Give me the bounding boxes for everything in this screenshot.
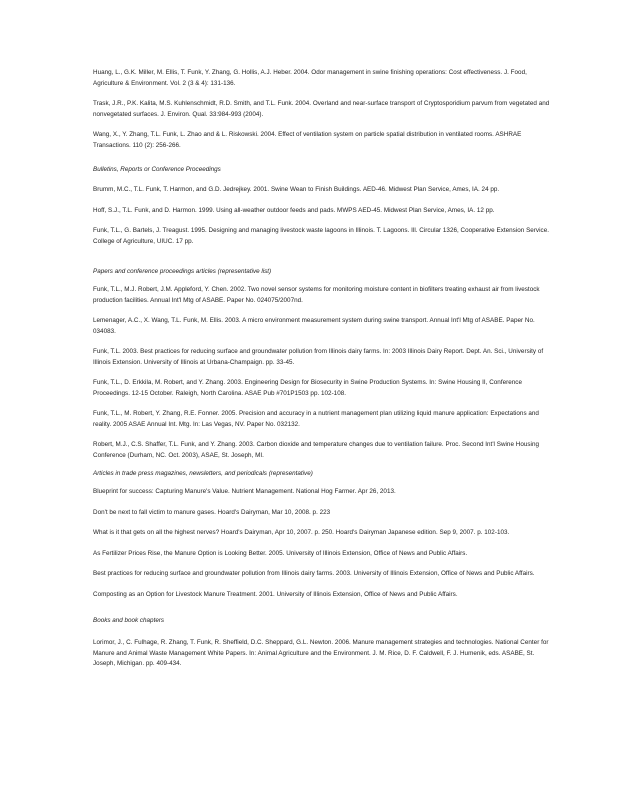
citation-entry: Trask, J.R., P.K. Kalita, M.S. Kuhlenschmidt, R.D. Smith, and T.L. Funk. 2004. Overland and near-surface transport of Cryptosporidium parvum from vegetated and nonvegetated surfaces. J. Environ. Qual. 33:984-993 (2004). bbox=[93, 100, 550, 118]
citation-entry: Lorimor, J., C. Fulhage, R. Zhang, T. Funk, R. Sheffield, D.C. Sheppard, G.L. Newton. 2006. Manure management strategies and technologies. National Center for Manure and Animal Waste Management White Papers. In: Animal Agriculture and the Environment. J. M. Rice, D. F. Caldwell, F. J. Humenik, eds. ASABE, St. Joseph, Michigan. pp. 409-434. bbox=[93, 639, 549, 667]
citation-entry: Don't be next to fall victim to manure gases. Hoard's Dairyman, Mar 10, 2008. p. 223 bbox=[93, 508, 331, 516]
citation-entry: Huang, L., G.K. Miller, M. Ellis, T. Funk, Y. Zhang, G. Hollis, A.J. Heber. 2004. Odor management in swine finishing operations: Cost effectiveness. J. Food, Agriculture & Environment. Vol. 2 (3 & 4): 131-136. bbox=[93, 69, 527, 87]
citation-entry: Funk, T.L., M.J. Robert, J.M. Appleford, Y. Chen. 2002. Two novel sensor systems for monitoring moisture content in biofilters treating exhaust air from livestock production facilities. Annual Int'l Mtg of ASABE. Paper No. 024075/2007nd. bbox=[93, 286, 540, 304]
citation-entry: Composting as an Option for Livestock Manure Treatment. 2001. University of Illinois Extension, Office of News and Public Affairs. bbox=[93, 590, 458, 598]
citation-entry: As Fertilizer Prices Rise, the Manure Option is Looking Better. 2005. University of Illinois Extension, Office of News and Public Affairs. bbox=[93, 549, 468, 557]
section-heading-papers: Papers and conference proceedings articles (representative list) bbox=[93, 268, 272, 275]
citation-entry: Robert, M.J., C.S. Shaffer, T.L. Funk, and Y. Zhang. 2003. Carbon dioxide and temperature changes due to ventilation failure. Proc. Second Int'l Swine Housing Conference (Durham, NC. Oct. 2003), ASAE, St. Joseph, MI. bbox=[93, 441, 539, 459]
section-heading-bulletins: Bulletins, Reports or Conference Proceedings bbox=[93, 166, 221, 173]
citation-entry: Wang, X., Y. Zhang, T.L. Funk, L. Zhao and & L. Riskowski. 2004. Effect of ventilation system on particle spatial distribution in ventilated rooms. ASHRAE Transactions. 110 (2): 256-266. bbox=[93, 131, 522, 149]
section-heading-trade: Articles in trade press magazines, newsletters, and periodicals (representative) bbox=[93, 470, 313, 477]
citation-entry: Brumm, M.C., T.L. Funk, T. Harmon, and G.D. Jedrejkey. 2001. Swine Wean to Finish Buildings. AED-46. Midwest Plan Service, Ames, IA. 24 pp. bbox=[93, 186, 500, 193]
citation-entry: Funk, T.L., D. Erkkila, M. Robert, and Y. Zhang. 2003. Engineering Design for Biosecurity in Swine Production Systems. In: Swine Housing II, Conference Proceedings. 12-15 October. Raleigh, North Carolina. ASAE Pub #701P1503 pp. 102-108. bbox=[93, 379, 522, 397]
citation-entry: What is it that gets on all the highest nerves? Hoard's Dairyman, Apr 10, 2007. p. 250. Hoard's Dairyman Japanese edition. Sep 9, 2007. p. 102-103. bbox=[93, 529, 510, 536]
citation-entry: Funk, T.L. 2003. Best practices for reducing surface and groundwater pollution from Illinois dairy farms. In: 2003 Illinois Dairy Report. Dept. An. Sci., University of Illinois Extension. University of Illinois at Urbana-Champaign. pp. 33-45. bbox=[93, 348, 544, 366]
section-heading-books: Books and book chapters bbox=[93, 617, 165, 624]
citation-entry: Funk, T.L., M. Robert, Y. Zhang, R.E. Fonner. 2005. Precision and accuracy in a nutrient management plan utilizing liquid manure application: Expectations and reality. 2005 ASAE Annual Int. Mtg. In: Las Vegas, NV. Paper No. 032132. bbox=[93, 410, 539, 428]
publication-list bbox=[93, 68, 553, 680]
citation-entry: Hoff, S.J., T.L. Funk, and D. Harmon. 1999. Using all-weather outdoor feeds and pads. MWPS AED-45. Midwest Plan Service, Ames, IA. 12 pp. bbox=[93, 206, 495, 214]
citation-entry: Blueprint for success: Capturing Manure's Value. Nutrient Management. National Hog Farmer. Apr 26, 2013. bbox=[93, 488, 396, 495]
citation-entry: Lemenager, A.C., X. Wang, T.L. Funk, M. Ellis. 2003. A micro environment measurement system during swine transport. Annual Int'l Mtg of ASABE. Paper No. 034083. bbox=[93, 317, 535, 335]
citation-entry: Funk, T.L., G. Bartels, J. Treagust. 1995. Designing and managing livestock waste lagoons in Illinois. T. Lagoons. Ill. Circular 1326, Cooperative Extension Service. College of Agriculture, UIUC. 17 pp. bbox=[93, 227, 549, 245]
citation-entry: Best practices for reducing surface and groundwater pollution from Illinois dairy farms. 2003. University of Illinois Extension, Office of News and Public Affairs. bbox=[93, 570, 535, 577]
